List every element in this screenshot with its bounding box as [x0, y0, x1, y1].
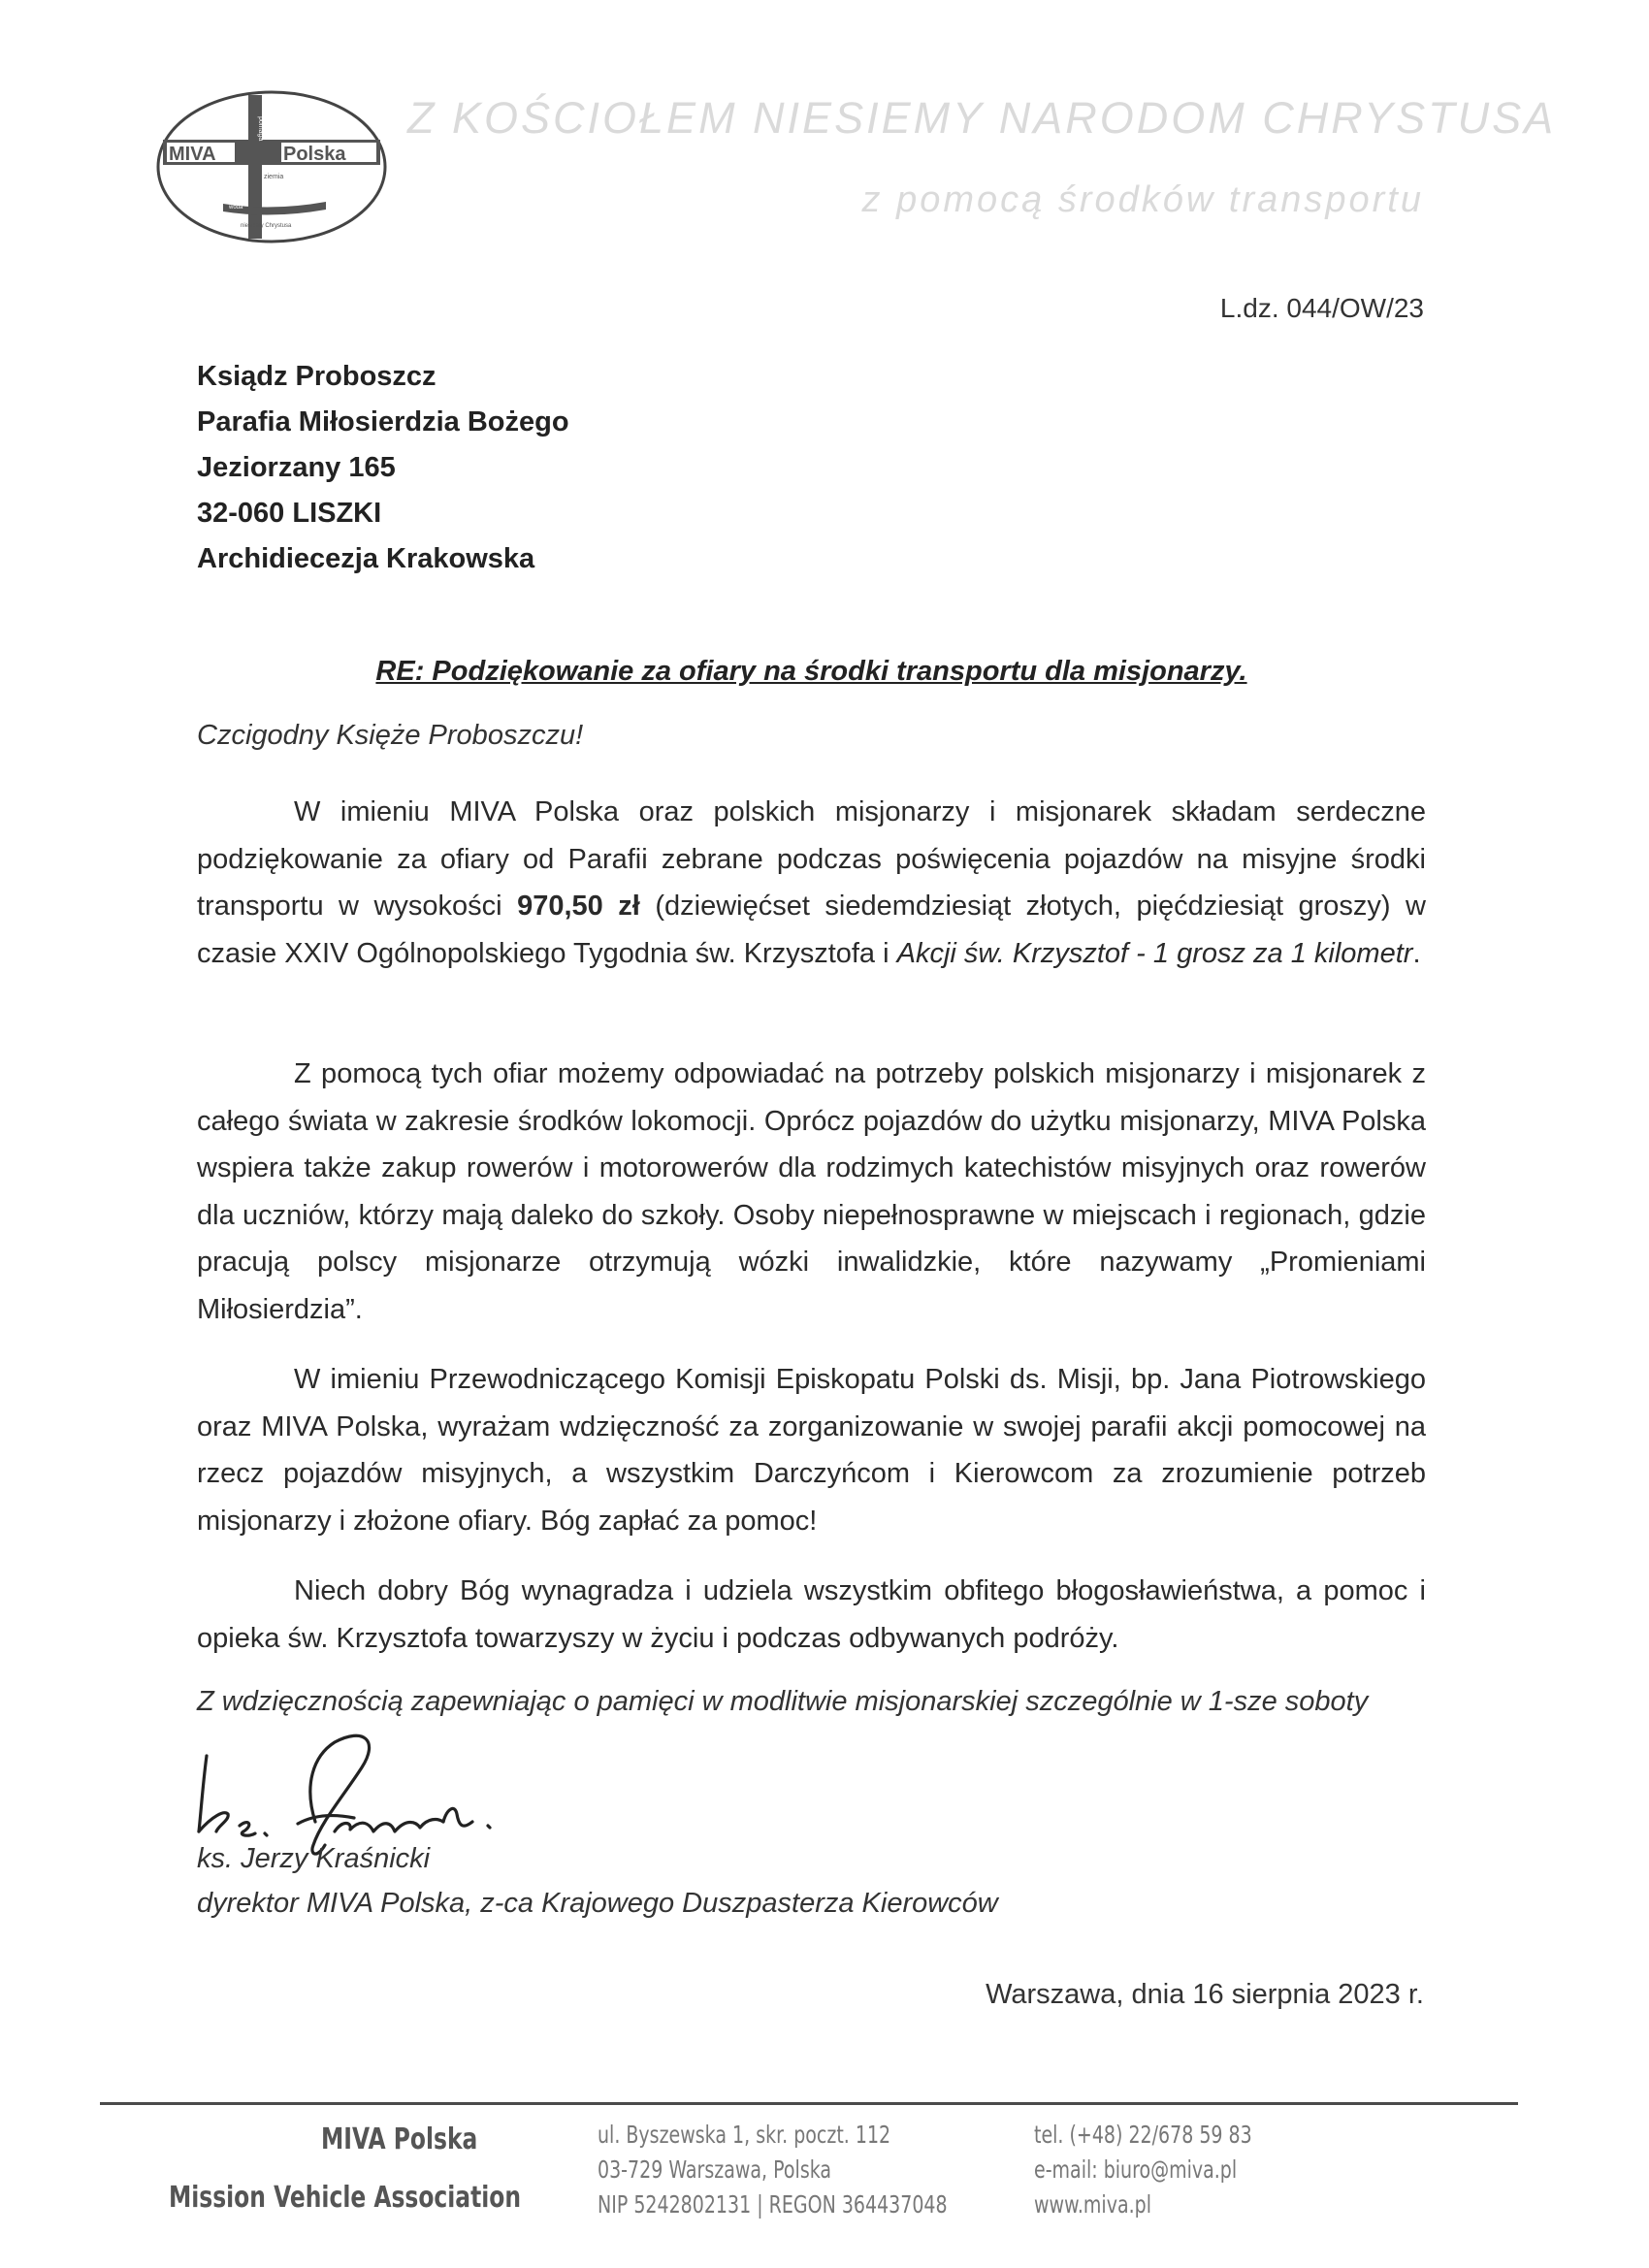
p1-text-part3: . [1412, 937, 1421, 969]
footer-org-name: MIVA Polska [321, 2122, 478, 2156]
letterhead-slogan-line2: z pomocą środków transportu [861, 179, 1424, 220]
reference-number: L.dz. 044/OW/23 [1219, 293, 1424, 323]
logo-bottom-text: niesiemy Chrystusa [241, 223, 292, 229]
footer-address-line: NIP 5242802131 | REGON 364437048 [598, 2190, 948, 2219]
footer-email-link[interactable]: e-mail: biuro@miva.pl [1034, 2155, 1238, 2184]
closing-line: Z wdzięcznością zapewniając o pamięci w modlitwie misjonarskiej szczególnie w 1-sze soboty [197, 1686, 1369, 1717]
recipient-line: 32-060 LISZKI [197, 498, 382, 529]
body-paragraph-1 [197, 789, 1426, 977]
letter-subject: RE: Podziękowanie za ofiary na środki transportu dla misjonarzy. [375, 656, 1247, 687]
footer-address [598, 2118, 948, 2222]
signer-title: dyrektor MIVA Polska, z-ca Krajowego Duszpasterza Kierowców [197, 1888, 998, 1919]
campaign-name: Akcji św. Krzysztof - 1 grosz za 1 kilometr [896, 937, 1413, 969]
miva-polska-logo [155, 89, 388, 244]
footer-website-link[interactable]: www.miva.pl [1034, 2190, 1151, 2219]
letter-date: Warszawa, dnia 16 sierpnia 2023 r. [986, 1979, 1424, 2010]
p1-text-part2: (dziewięćset siedemdziesiąt złotych, pięćdziesiąt groszy) w czasie XXIV Ogólnopolskiego Tygodnia św. Krzysztofa i [197, 891, 1426, 969]
letterhead-slogan-line1: Z KOŚCIOŁEM NIESIEMY NARODOM CHRYSTUSA [407, 93, 1557, 143]
body-paragraph-4: Niech dobry Bóg wynagradza i udziela wszystkim obfitego błogosławieństwa, a pomoc i opieka św. Krzysztofa towarzyszy w życiu i podczas odbywanych podróży. [197, 1575, 1426, 1654]
recipient-address [197, 354, 569, 582]
logo-right-text: Polska [283, 144, 346, 165]
footer-divider [100, 2102, 1518, 2105]
footer-contact [1034, 2118, 1252, 2222]
footer-address-line: 03-729 Warszawa, Polska [598, 2155, 832, 2184]
logo-left-text: MIVA [169, 144, 216, 165]
recipient-line: Parafia Miłosierdzia Bożego [197, 406, 569, 437]
footer-org-subtitle: Mission Vehicle Association [169, 2181, 522, 2215]
salutation: Czcigodny Księże Proboszczu! [197, 720, 584, 751]
body-paragraph-3: W imieniu Przewodniczącego Komisji Episkopatu Polski ds. Misji, bp. Jana Piotrowskiego oraz MIVA Polska, wyrażam wdzięczność za zorganizowanie w swojej parafii akcji pomocowej na rzecz pojazdów misyjnych, a wszystkim Darczyńcom i Kierowcom za zrozumienie potrzeb misjonarzy i złożone ofiary. Bóg zapłać za pomoc! [197, 1364, 1426, 1537]
recipient-line: Archidiecezja Krakowska [197, 543, 535, 574]
signer-name: ks. Jerzy Kraśnicki [197, 1843, 431, 1874]
recipient-line: Ksiądz Proboszcz [197, 361, 436, 392]
body-paragraph-2: Z pomocą tych ofiar możemy odpowiadać na potrzeby polskich misjonarzy i misjonarek z całego świata w zakresie środków lokomocji. Oprócz pojazdów do użytku misjonarzy, MIVA Polska wspiera także zakup rowerów i motorowerów dla rodzimych katechistów misyjnych oraz rowerów dla uczniów, którzy mają daleko do szkoły. Osoby niepełnosprawne w miejscach i regionach, gdzie pracują polscy misjonarze otrzymują wózki inwalidzkie, które nazywamy „Promieniami Miłosierdzia”. [197, 1058, 1426, 1325]
logo-vertical-text: pomaga [257, 116, 264, 142]
logo-lower-text: woda [229, 205, 243, 211]
footer-phone: tel. (+48) 22/678 59 83 [1034, 2121, 1252, 2149]
donation-amount: 970,50 zł [517, 891, 640, 922]
p1-text-part1: W imieniu MIVA Polska oraz polskich misjonarzy i misjonarek składam serdeczne podziękowanie za ofiary od Parafii zebrane podczas poświęcenia pojazdów na misyjne środki transportu w wysokości [197, 796, 1426, 922]
handwritten-signature [189, 1717, 538, 1863]
footer-address-line: ul. Byszewska 1, skr. poczt. 112 [598, 2121, 891, 2149]
logo-center-text: ziemia [264, 174, 284, 180]
recipient-line: Jeziorzany 165 [197, 452, 396, 483]
